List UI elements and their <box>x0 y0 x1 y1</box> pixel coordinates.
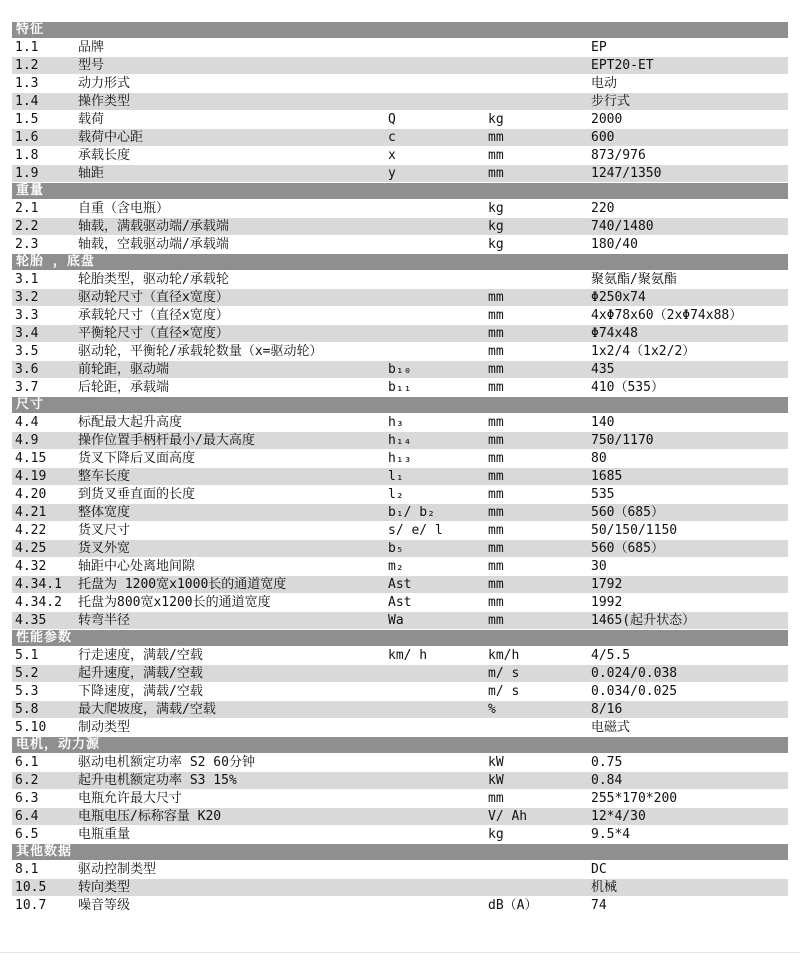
spec-row <box>12 558 788 575</box>
cell-value: 74 <box>591 898 607 913</box>
cell-no: 4.4 <box>15 415 39 430</box>
cell-value: 2000 <box>591 112 623 127</box>
cell-value: 600 <box>591 130 615 145</box>
cell-symbol: h₃ <box>388 415 404 430</box>
cell-symbol <box>388 271 488 288</box>
cell-label: 电瓶重量 <box>78 827 131 842</box>
spec-row <box>12 772 788 789</box>
cell-label: 轮胎类型，驱动轮/承载轮 <box>78 272 229 287</box>
cell-symbol <box>388 754 488 771</box>
spec-row <box>12 379 788 396</box>
cell-label: 轴载，满载驱动端/承载端 <box>78 219 229 234</box>
cell-unit: m/ s <box>488 684 520 699</box>
cell-value: DC <box>591 862 607 877</box>
section-header: 特征 <box>12 22 788 38</box>
cell-value: 聚氨酯/聚氨酯 <box>591 272 677 287</box>
cell-no: 3.3 <box>15 308 39 323</box>
cell-no: 4.20 <box>15 487 47 502</box>
cell-symbol <box>388 218 488 235</box>
cell-no: 4.22 <box>15 523 47 538</box>
cell-no: 3.7 <box>15 380 39 395</box>
cell-value: 750/1170 <box>591 433 654 448</box>
cell-symbol: Q <box>388 112 396 127</box>
cell-unit: mm <box>488 577 504 592</box>
cell-symbol: b₁₀ <box>388 362 412 377</box>
cell-unit: kg <box>488 827 504 842</box>
cell-label: 到货叉垂直面的长度 <box>78 487 196 502</box>
cell-no: 1.1 <box>15 40 39 55</box>
spec-row <box>12 129 788 146</box>
cell-symbol <box>388 719 488 736</box>
cell-unit: mm <box>488 523 504 538</box>
cell-no: 6.4 <box>15 809 39 824</box>
spec-row <box>12 75 788 92</box>
spec-row <box>12 665 788 682</box>
cell-symbol <box>388 307 488 324</box>
spec-row <box>12 57 788 74</box>
cell-unit: mm <box>488 166 504 181</box>
cell-no: 1.3 <box>15 76 39 91</box>
cell-unit: mm <box>488 326 504 341</box>
cell-unit: mm <box>488 559 504 574</box>
cell-value: 873/976 <box>591 148 646 163</box>
cell-value: 1x2/4（1x2/2） <box>591 344 696 359</box>
spec-row <box>12 450 788 467</box>
cell-no: 6.2 <box>15 773 39 788</box>
cell-label: 最大爬坡度，满载/空载 <box>78 702 216 717</box>
cell-value: 535 <box>591 487 615 502</box>
cell-no: 1.8 <box>15 148 39 163</box>
cell-unit: mm <box>488 595 504 610</box>
cell-symbol <box>388 289 488 306</box>
spec-row <box>12 879 788 896</box>
cell-label: 动力形式 <box>78 76 131 91</box>
cell-unit: mm <box>488 791 504 806</box>
cell-symbol: c <box>388 130 396 145</box>
cell-no: 4.19 <box>15 469 47 484</box>
cell-symbol: b₁₁ <box>388 380 412 395</box>
cell-no: 1.5 <box>15 112 39 127</box>
cell-label: 品牌 <box>78 40 105 55</box>
cell-value: 机械 <box>591 880 618 895</box>
spec-table <box>12 22 788 915</box>
cell-symbol: s/ e/ l <box>388 523 443 538</box>
cell-label: 轴距 <box>78 166 105 181</box>
cell-label: 整体宽度 <box>78 505 131 520</box>
cell-value: 9.5*4 <box>591 827 631 842</box>
spec-row <box>12 612 788 629</box>
cell-no: 3.4 <box>15 326 39 341</box>
cell-label: 整车长度 <box>78 469 131 484</box>
spec-row <box>12 218 788 235</box>
cell-unit <box>488 57 591 74</box>
spec-row <box>12 522 788 539</box>
cell-value: 560（685） <box>591 541 664 556</box>
cell-unit <box>488 271 591 288</box>
cell-label: 前轮距，驱动端 <box>78 362 170 377</box>
cell-no: 5.10 <box>15 720 47 735</box>
cell-symbol <box>388 325 488 342</box>
spec-row <box>12 200 788 217</box>
spec-row <box>12 361 788 378</box>
cell-no: 3.6 <box>15 362 39 377</box>
spec-row <box>12 808 788 825</box>
cell-no: 3.5 <box>15 344 39 359</box>
cell-label: 货叉尺寸 <box>78 523 131 538</box>
cell-label: 标配最大起升高度 <box>78 415 183 430</box>
spec-row <box>12 93 788 110</box>
cell-unit <box>488 75 591 92</box>
cell-label: 平衡轮尺寸（直径×宽度） <box>78 326 229 341</box>
cell-value: 255*170*200 <box>591 791 678 806</box>
cell-label: 载荷 <box>78 112 105 127</box>
cell-unit: mm <box>488 433 504 448</box>
cell-value: 50/150/1150 <box>591 523 678 538</box>
cell-symbol: m₂ <box>388 559 404 574</box>
cell-label: 驱动控制类型 <box>78 862 157 877</box>
cell-value: 4xΦ78x60（2xΦ74x88） <box>591 308 743 323</box>
cell-no: 4.15 <box>15 451 47 466</box>
cell-unit: kg <box>488 219 504 234</box>
spec-row <box>12 147 788 164</box>
cell-unit <box>488 879 591 896</box>
cell-no: 3.2 <box>15 290 39 305</box>
cell-symbol <box>388 200 488 217</box>
cell-symbol <box>388 683 488 700</box>
spec-row <box>12 486 788 503</box>
bottom-divider <box>0 952 800 953</box>
cell-value: 30 <box>591 559 607 574</box>
cell-unit: dB（A） <box>488 898 538 913</box>
cell-value: 740/1480 <box>591 219 654 234</box>
cell-unit: kW <box>488 755 504 770</box>
cell-label: 噪音等级 <box>78 898 131 913</box>
cell-unit: mm <box>488 487 504 502</box>
cell-symbol <box>388 861 488 878</box>
cell-unit: mm <box>488 415 504 430</box>
cell-symbol: h₁₃ <box>388 451 412 466</box>
spec-row <box>12 432 788 449</box>
spec-row <box>12 271 788 288</box>
cell-label: 操作类型 <box>78 94 131 109</box>
cell-label: 承载轮尺寸（直径x宽度） <box>78 308 229 323</box>
cell-no: 4.35 <box>15 613 47 628</box>
cell-no: 6.5 <box>15 827 39 842</box>
cell-no: 10.5 <box>15 880 47 895</box>
cell-label: 转向类型 <box>78 880 131 895</box>
cell-symbol: x <box>388 148 396 163</box>
spec-row <box>12 504 788 521</box>
spec-row <box>12 307 788 324</box>
cell-label: 电瓶电压/标称容量 K20 <box>78 809 222 824</box>
cell-no: 4.34.1 <box>15 577 62 592</box>
spec-row <box>12 826 788 843</box>
cell-unit: mm <box>488 362 504 377</box>
cell-no: 1.6 <box>15 130 39 145</box>
spec-row <box>12 39 788 56</box>
spec-row <box>12 701 788 718</box>
spec-row <box>12 754 788 771</box>
cell-no: 3.1 <box>15 272 39 287</box>
cell-no: 4.21 <box>15 505 47 520</box>
cell-label: 货叉下降后叉面高度 <box>78 451 196 466</box>
section-header: 尺寸 <box>12 397 788 413</box>
section-header: 重量 <box>12 183 788 199</box>
cell-label: 行走速度，满载/空载 <box>78 648 203 663</box>
cell-symbol: Wa <box>388 613 404 628</box>
cell-unit: mm <box>488 290 504 305</box>
cell-unit: mm <box>488 130 504 145</box>
cell-label: 操作位置手柄杆最小/最大高度 <box>78 433 255 448</box>
spec-row <box>12 897 788 914</box>
cell-unit: mm <box>488 541 504 556</box>
cell-value: 电动 <box>591 76 618 91</box>
cell-symbol: l₂ <box>388 487 404 502</box>
spec-row <box>12 289 788 306</box>
cell-symbol: b₁/ b₂ <box>388 505 435 520</box>
cell-no: 2.2 <box>15 219 39 234</box>
cell-unit: mm <box>488 505 504 520</box>
cell-value: 电磁式 <box>591 720 631 735</box>
spec-row <box>12 414 788 431</box>
cell-symbol: b₅ <box>388 541 404 556</box>
cell-symbol <box>388 75 488 92</box>
spec-row <box>12 594 788 611</box>
cell-unit: kg <box>488 237 504 252</box>
cell-label: 制动类型 <box>78 720 131 735</box>
cell-no: 10.7 <box>15 898 47 913</box>
cell-symbol <box>388 808 488 825</box>
cell-no: 2.1 <box>15 201 39 216</box>
cell-value: EPT20-ET <box>591 58 654 73</box>
cell-no: 1.4 <box>15 94 39 109</box>
cell-no: 2.3 <box>15 237 39 252</box>
cell-no: 5.8 <box>15 702 39 717</box>
cell-no: 4.9 <box>15 433 39 448</box>
cell-symbol <box>388 665 488 682</box>
cell-symbol <box>388 57 488 74</box>
cell-value: 0.024/0.038 <box>591 666 678 681</box>
cell-label: 托盘为800宽x1200长的通道宽度 <box>78 595 271 610</box>
cell-unit: mm <box>488 148 504 163</box>
spec-row <box>12 165 788 182</box>
cell-label: 下降速度，满载/空载 <box>78 684 203 699</box>
cell-symbol <box>388 790 488 807</box>
cell-symbol: h₁₄ <box>388 433 412 448</box>
cell-value: 1685 <box>591 469 623 484</box>
cell-value: 步行式 <box>591 94 631 109</box>
cell-value: 410（535） <box>591 380 664 395</box>
cell-value: 80 <box>591 451 607 466</box>
spec-row <box>12 576 788 593</box>
cell-value: 1992 <box>591 595 623 610</box>
cell-unit: V/ Ah <box>488 809 528 824</box>
spec-row <box>12 790 788 807</box>
cell-label: 型号 <box>78 58 105 73</box>
cell-label: 后轮距，承载端 <box>78 380 170 395</box>
cell-value: 12*4/30 <box>591 809 646 824</box>
cell-symbol <box>388 879 488 896</box>
cell-label: 驱动轮，平衡轮/承载轮数量（x=驱动轮） <box>78 344 323 359</box>
cell-no: 6.1 <box>15 755 39 770</box>
cell-unit: mm <box>488 451 504 466</box>
spec-row <box>12 540 788 557</box>
cell-no: 1.2 <box>15 58 39 73</box>
cell-unit: mm <box>488 469 504 484</box>
cell-value: 0.84 <box>591 773 623 788</box>
cell-unit <box>488 93 591 110</box>
cell-no: 8.1 <box>15 862 39 877</box>
cell-label: 驱动电机额定功率 S2 60分钟 <box>78 755 255 770</box>
cell-no: 4.25 <box>15 541 47 556</box>
cell-value: 140 <box>591 415 615 430</box>
cell-symbol: y <box>388 166 396 181</box>
cell-unit: km/h <box>488 648 520 663</box>
cell-label: 驱动轮尺寸（直径x宽度） <box>78 290 229 305</box>
spec-row <box>12 111 788 128</box>
cell-label: 托盘为 1200宽x1000长的通道宽度 <box>78 577 287 592</box>
cell-no: 5.2 <box>15 666 39 681</box>
cell-no: 5.3 <box>15 684 39 699</box>
cell-value: 8/16 <box>591 702 623 717</box>
section-header: 性能参数 <box>12 630 788 646</box>
cell-symbol <box>388 236 488 253</box>
cell-symbol: l₁ <box>388 469 404 484</box>
spec-row <box>12 861 788 878</box>
cell-value: 1792 <box>591 577 623 592</box>
cell-symbol <box>388 897 488 914</box>
cell-label: 载荷中心距 <box>78 130 144 145</box>
cell-unit: % <box>488 702 496 717</box>
cell-value: Φ250x74 <box>591 290 646 305</box>
cell-unit <box>488 861 591 878</box>
cell-unit: mm <box>488 344 504 359</box>
cell-no: 1.9 <box>15 166 39 181</box>
cell-symbol: Ast <box>388 595 412 610</box>
cell-value: 0.75 <box>591 755 623 770</box>
cell-value: 1465(起升状态） <box>591 613 696 628</box>
cell-symbol: km/ h <box>388 648 428 663</box>
cell-unit <box>488 719 591 736</box>
cell-label: 自重（含电瓶） <box>78 201 170 216</box>
cell-unit: kg <box>488 201 504 216</box>
spec-row <box>12 236 788 253</box>
cell-unit: m/ s <box>488 666 520 681</box>
cell-no: 6.3 <box>15 791 39 806</box>
cell-unit <box>488 39 591 56</box>
cell-unit: mm <box>488 380 504 395</box>
section-header: 轮胎 ，底盘 <box>12 254 788 270</box>
cell-label: 转弯半径 <box>78 613 131 628</box>
spec-row <box>12 325 788 342</box>
cell-no: 4.32 <box>15 559 47 574</box>
cell-label: 起升速度，满载/空载 <box>78 666 203 681</box>
cell-symbol <box>388 772 488 789</box>
cell-unit: mm <box>488 613 504 628</box>
cell-symbol <box>388 826 488 843</box>
cell-symbol: Ast <box>388 577 412 592</box>
cell-value: Φ74x48 <box>591 326 638 341</box>
cell-symbol <box>388 701 488 718</box>
cell-symbol <box>388 93 488 110</box>
spec-row <box>12 343 788 360</box>
cell-value: 220 <box>591 201 615 216</box>
cell-label: 电瓶允许最大尺寸 <box>78 791 183 806</box>
cell-value: 560（685） <box>591 505 664 520</box>
cell-symbol <box>388 343 488 360</box>
cell-value: 4/5.5 <box>591 648 631 663</box>
cell-label: 起升电机额定功率 S3 15% <box>78 773 237 788</box>
cell-unit: mm <box>488 308 504 323</box>
cell-unit: kg <box>488 112 504 127</box>
cell-no: 5.1 <box>15 648 39 663</box>
spec-row <box>12 683 788 700</box>
cell-label: 货叉外宽 <box>78 541 131 556</box>
cell-value: 180/40 <box>591 237 638 252</box>
cell-label: 轴距中心处离地间隙 <box>78 559 196 574</box>
spec-row <box>12 647 788 664</box>
section-header: 其他数据 <box>12 844 788 860</box>
cell-unit: kW <box>488 773 504 788</box>
cell-label: 轴载，空载驱动端/承载端 <box>78 237 229 252</box>
cell-label: 承载长度 <box>78 148 131 163</box>
spec-row <box>12 719 788 736</box>
cell-no: 4.34.2 <box>15 595 62 610</box>
cell-value: 435 <box>591 362 615 377</box>
cell-value: 0.034/0.025 <box>591 684 678 699</box>
spec-row <box>12 468 788 485</box>
cell-symbol <box>388 39 488 56</box>
cell-value: EP <box>591 40 607 55</box>
cell-value: 1247/1350 <box>591 166 662 181</box>
section-header: 电机，动力源 <box>12 737 788 753</box>
